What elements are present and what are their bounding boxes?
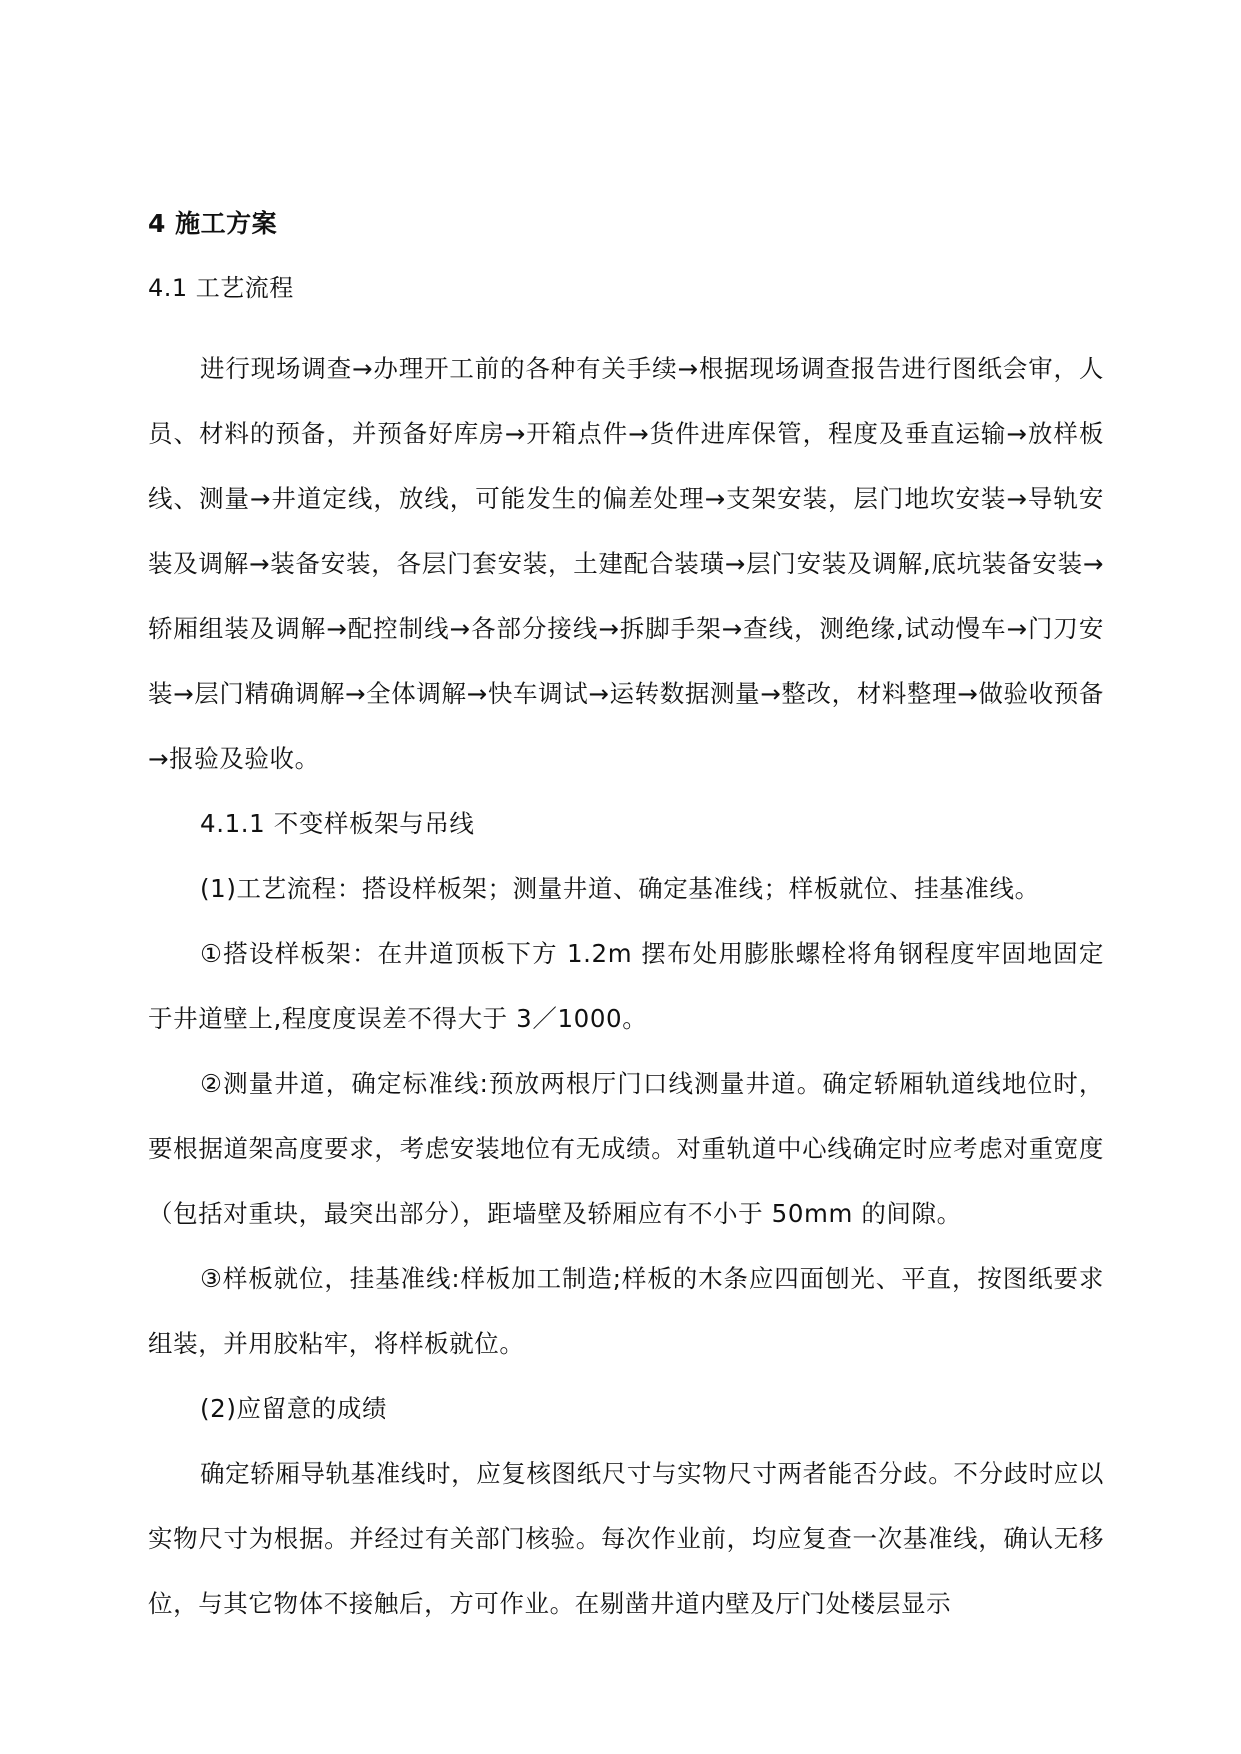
notes-heading: (2)应留意的成绩 — [200, 1394, 388, 1423]
step-2-paragraph: ②测量井道，确定标准线:预放两根厅门口线测量井道。确定轿厢轨道线地位时，要根据道架高度要求，考虑安装地位有无成绩。对重轨道中心线确定时应考虑对重宽度（包括对重块，最突出部分），距墙壁及轿厢应有不小于 50mm 的间隙。 — [148, 1069, 1104, 1228]
notes-paragraph: 确定轿厢导轨基准线时，应复核图纸尺寸与实物尺寸两者能否分歧。不分歧时应以实物尺寸为根据。并经过有关部门核验。每次作业前，均应复查一次基准线，确认无移位，与其它物体不接触后，方可作业。在剔凿井道内壁及厅门处楼层显示 — [148, 1459, 1104, 1618]
section-title: 4 施工方案 — [148, 209, 278, 238]
step-1-paragraph: ①搭设样板架：在井道顶板下方 1.2m 摆布处用膨胀螺栓将角钢程度牢固地固定于井道壁上,程度度误差不得大于 3／1000。 — [148, 939, 1104, 1033]
step-3-paragraph: ③样板就位，挂基准线:样板加工制造;样板的木条应四面刨光、平直，按图纸要求组装，并用胶粘牢，将样板就位。 — [148, 1264, 1104, 1358]
document-body — [148, 206, 1104, 1636]
process-flow-paragraph: 进行现场调查→办理开工前的各种有关手续→根据现场调查报告进行图纸会审，人员、材料的预备，并预备好库房→开箱点件→货件进库保管，程度及垂直运输→放样板线、测量→井道定线，放线，可能发生的偏差处理→支架安装，层门地坎安装→导轨安装及调解→装备安装，各层门套安装，土建配合装璜→层门安装及调解,底坑装备安装→轿厢组装及调解→配控制线→各部分接线→拆脚手架→查线，测绝缘,试动慢车→门刀安装→层门精确调解→全体调解→快车调试→运转数据测量→整改，材料整理→做验收预备→报验及验收。 — [148, 354, 1104, 773]
workflow-steps-paragraph: (1)工艺流程：搭设样板架；测量井道、确定基准线；样板就位、挂基准线。 — [200, 874, 1040, 903]
subsubsection-title: 4.1.1 不变样板架与吊线 — [200, 809, 475, 838]
subsection-title: 4.1 工艺流程 — [148, 274, 294, 302]
